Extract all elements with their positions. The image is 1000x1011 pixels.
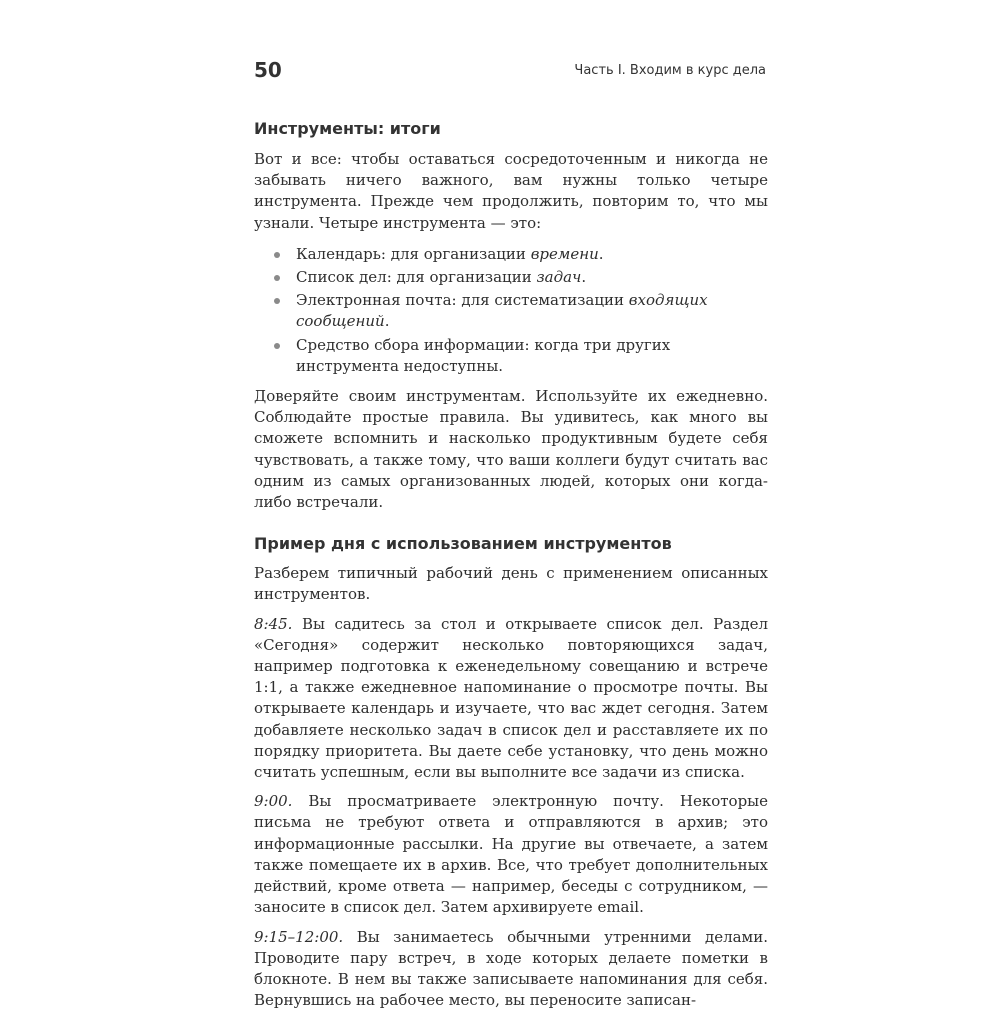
- bullet-item: Средство сбора информации: когда три других инструмента недоступны.: [254, 335, 768, 377]
- bullet-dot-icon: [274, 252, 280, 258]
- timeline-entry-0900: 9:00. Вы просматриваете электронную почту. Некоторые письма не требуют ответа и отправляются в архив; это информационные рассылки. На другие вы отвечаете, а затем также помещаете их в архив. Все, что требует дополнительных действий, кроме ответа — например, беседы с сотрудником, — заносите в список дел. Затем архивируете email.: [254, 791, 768, 918]
- bullet-dot-icon: [274, 298, 280, 304]
- bullet-dot-icon: [274, 343, 280, 349]
- timeline-entry-0915-1200: 9:15–12:00. Вы занимаетесь обычными утренними делами. Проводите пару встреч, в ходе которых делаете пометки в блокноте. В нем вы также записываете напоминания для себя. Вернувшись на рабочее место, вы переносите записан-: [254, 927, 768, 1011]
- section-title-day-example: Пример дня с использованием инструментов: [254, 533, 768, 555]
- page-number: 50: [254, 58, 282, 82]
- timeline-entry-0845: 8:45. Вы садитесь за стол и открываете список дел. Раздел «Сегодня» содержит несколько повторяющихся задач, например подготовка к еженедельному совещанию и встрече 1:1, а также ежедневное напоминание о просмотре почты. Вы открываете календарь и изучаете, что вас ждет сегодня. Затем добавляете несколько задач в список дел и расставляете их по порядку приоритета. Вы даете себе установку, что день можно считать успешным, если вы выполните все задачи из списка.: [254, 614, 768, 784]
- running-head: Часть I. Входим в курс дела: [574, 63, 766, 78]
- bullet-item: Список дел: для организации задач.: [254, 267, 768, 288]
- section2-intro-paragraph: Разберем типичный рабочий день с применением описанных инструментов.: [254, 563, 768, 605]
- section1-closing-paragraph: Доверяйте своим инструментам. Используйте их ежедневно. Соблюдайте простые правила. Вы удивитесь, как много вы сможете вспомнить и насколько продуктивным будете себя чувствовать, а также тому, что ваши коллеги будут считать вас одним из самых организованных людей, которых они когда-либо встречали.: [254, 386, 768, 513]
- section-title-tools-summary: Инструменты: итоги: [254, 118, 768, 140]
- section1-intro-paragraph: Вот и все: чтобы оставаться сосредоточенным и никогда не забывать ничего важного, вам нужны только четыре инструмента. Прежде чем продолжить, повторим то, что мы узнали. Четыре инструмента — это:: [254, 149, 768, 234]
- tools-bullet-list: [254, 244, 768, 377]
- bullet-item: Электронная почта: для систематизации входящих сообщений.: [254, 290, 768, 332]
- page-body: [254, 118, 768, 1011]
- bullet-dot-icon: [274, 275, 280, 281]
- bullet-item: Календарь: для организации времени.: [254, 244, 768, 265]
